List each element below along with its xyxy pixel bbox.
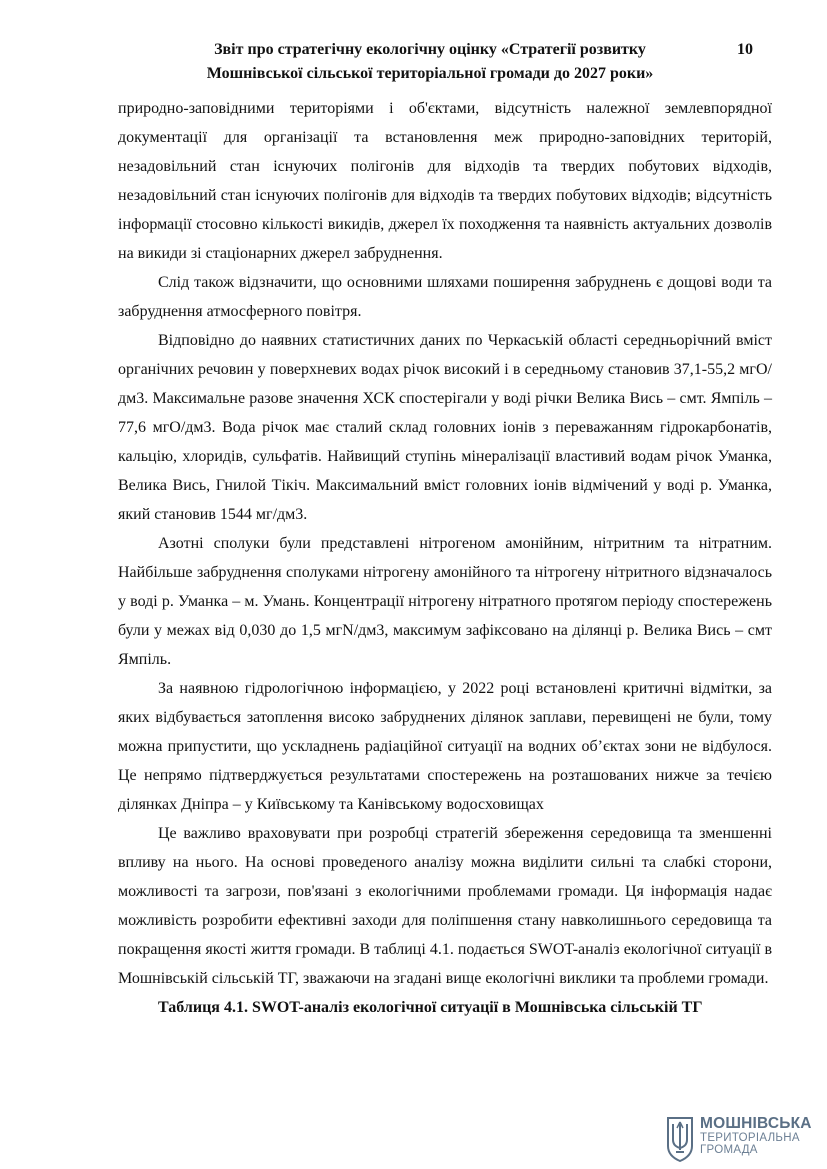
- paragraph-pollution-paths: Слід також відзначити, що основними шляхами поширення забруднень є дощові води та забруднення атмосферного повітря.: [118, 274, 772, 320]
- paragraph-swot-intro: Це важливо враховувати при розробці стратегій збереження середовища та зменшенні впливу на нього. На основі проведеного аналізу можна виділити сильні та слабкі сторони, можливості та загрози, пов'язані з екологічними проблемами громади. Ця інформація надає можливість розробити ефективні заходи для поліпшення стану навколишнього середовища та покращення якості життя громади. В таблиці 4.1. подається SWOT-аналіз екологічної ситуації в Мошнівській сільській ТГ, зважаючи на згадані вище екологічні виклики та проблеми громади.: [118, 825, 772, 987]
- paragraph-organic-matter: Відповідно до наявних статистичних даних по Черкаській області середньорічний вміст органічних речовин у поверхневих водах річок високий і в середньому становив 37,1-55,2 мгО/дм3. Максимальне разове значення ХСК спостерігали у воді річки Велика Вись – смт. Ямпіль – 77,6 мгО/дм3. Вода річок має сталий склад головних іонів з переважанням гідрокарбонатів, кальцію, хлоридів, сульфатів. Найвищий ступінь мінералізації властивий водам річок Уманка, Велика Вись, Гнилой Тікіч. Максимальний вміст головних іонів відмічений у воді р. Уманка, який становив 1544 мг/дм3.: [118, 332, 772, 523]
- header-title-line-2: Мошнівської сільської територіальної громади до 2027 роки»: [206, 65, 654, 82]
- page-header: [150, 38, 710, 86]
- paragraph-continuation: природно-заповідними територіями і об'єктами, відсутність належної землевпорядної документації для організації та встановлення меж природно-заповідних територій, незадовільний стан існуючих полігонів для відходів та твердих побутових відходів, незадовільний стан існуючих полігонів для відходів та твердих побутових відходів; відсутність інформації стосовно кількості викидів, джерел їх походження та наявність актуальних дозволів на викиди зі стаціонарних джерел забруднення.: [118, 100, 772, 262]
- logo-text: [700, 1116, 812, 1157]
- logo-title: МОШНІВСЬКА: [700, 1115, 812, 1132]
- page-number: 10: [737, 41, 753, 58]
- community-logo: [666, 1116, 816, 1162]
- paragraph-nitrogen-compounds: Азотні сполуки були представлені нітрогеном амонійним, нітритним та нітратним. Найбільше забруднення сполуками нітрогену амонійного та нітрогену нітритного відзначалось у воді р. Уманка – м. Умань. Концентрації нітрогену нітратного протягом періоду спостережень були у межах від 0,030 до 1,5 мгN/дм3, максимум зафіксовано на ділянці р. Велика Вись – смт Ямпіль.: [118, 535, 772, 668]
- trident-emblem-icon: [666, 1116, 694, 1162]
- logo-subtitle-1: ТЕРИТОРІАЛЬНА: [700, 1131, 800, 1144]
- logo-subtitle-2: ГРОМАДА: [700, 1144, 758, 1156]
- table-caption: Таблиця 4.1. SWOT-аналіз екологічної ситуації в Мошнівська сільській ТГ: [158, 999, 703, 1016]
- header-title-line-1: Звіт про стратегічну екологічну оцінку «Стратегії розвитку: [214, 41, 646, 58]
- document-body: [118, 94, 772, 1022]
- paragraph-hydrology: За наявною гідрологічною інформацією, у 2022 році встановлені критичні відмітки, за яких відбувається затоплення високо забруднених ділянок заплави, перевищені не були, тому можна припустити, що ускладнень радіаційної ситуації на водних об’єктах зони не відбулося. Це непрямо підтверджується результатами спостережень на розташованих нижче за течією ділянках Дніпра – у Київському та Канівському водосховищах: [118, 680, 772, 813]
